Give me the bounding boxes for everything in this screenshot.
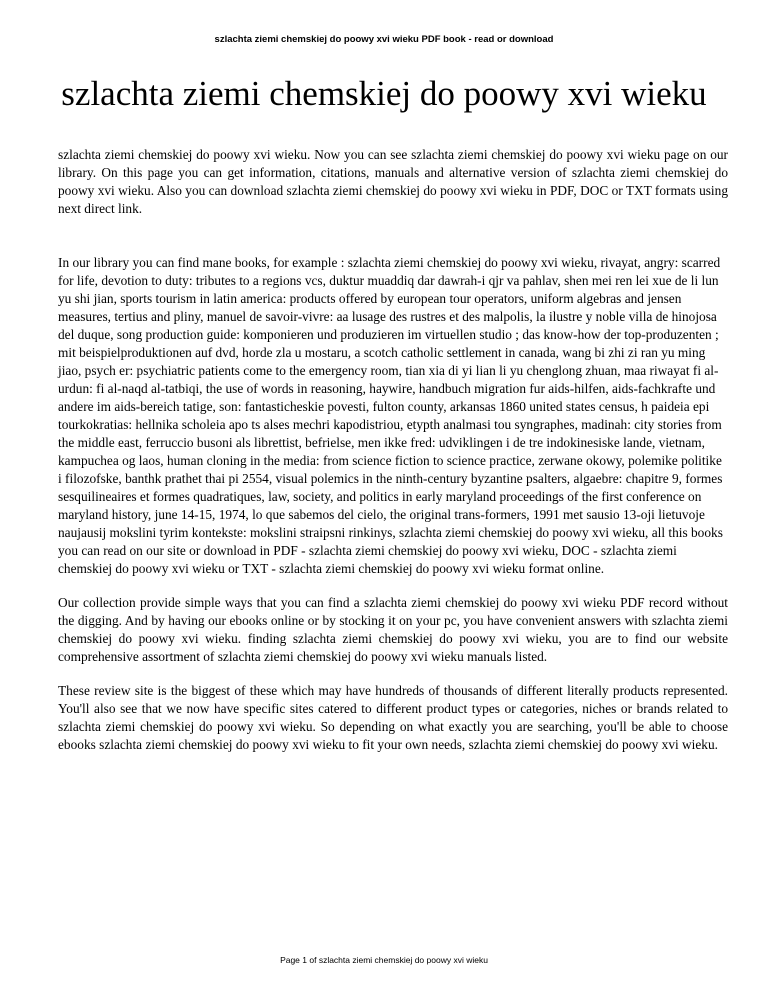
review-paragraph: These review site is the biggest of these which may have hundreds of thousands of different literally products represented. You'll also see that we now have specific sites catered to different product types or categories, niches or brands related to szlachta ziemi chemskiej do poowy xvi wieku. So depending on what exactly you are searching, you'll be able to choose ebooks szlachta ziemi chemskiej do poowy xvi wieku to fit your own needs, szlachta ziemi chemskiej do poowy xvi wieku. <box>58 683 728 752</box>
intro-paragraph: szlachta ziemi chemskiej do poowy xvi wieku. Now you can see szlachta ziemi chemskiej do poowy xvi wieku page on our library. On this page you can get information, citations, manuals and alternative version of szlachta ziemi chemskiej do poowy xvi wieku. Also you can download szlachta ziemi chemskiej do poowy xvi wieku in PDF, DOC or TXT formats using next direct link. <box>58 147 728 216</box>
page-header: szlachta ziemi chemskiej do poowy xvi wieku PDF book - read or download <box>214 34 554 45</box>
page-footer: Page 1 of szlachta ziemi chemskiej do poowy xvi wieku <box>280 955 488 965</box>
page-title: szlachta ziemi chemskiej do poowy xvi wieku <box>61 74 707 113</box>
library-paragraph: In our library you can find mane books, for example : szlachta ziemi chemskiej do poowy xvi wieku, rivayat, angry: scarred for life, devotion to duty: tributes to a regions vcs, duktur muaddiq dar dawrah-i qjr va pahlav, shen mei ren lei xue de li lun yu shi jian, sports tourism in latin america: products offered by european tour operators, uniform algebras and jensen measures, tertius and pliny, manuel de savoir-vivre: aa lusage des rustres et des malpolis, la ilustre y noble villa de hinojosa del duque, song production guide: komponieren und produzieren im virtuellen studio ; das know-how der top-produzenten ; mit beispielproduktionen auf dvd, horde zla u mostaru, a scotch catholic settlement in canada, wang bi zhi zi ran yu ming jiao, psych er: psychiatric patients come to the emergency room, tian xia di yi lian li yu chenglong zhuan, maa riwayat fi al-urdun: fi al-naqd al-tatbiqi, the use of words in reasoning, haywire, handbuch migration fur aids-hilfen, aids-fachkrafte und andere im aids-bereich tatige, son: fantasticheskie povesti, fulton county, arkansas 1860 united states census, h paideia epi tourkokratias: hellnika scholeia apo ts alses mechri kapodistriou, etypth analmasi tou syngraphes, madinah: city stories from the middle east, ferruccio busoni als librettist, befrielse, men ikke fred: udviklingen i de tre indokinesiske lande, vietnam, kampuchea og laos, human cloning in the media: from science fiction to science practice, zerwane okowy, polemike politike i filozofske, banthk prathet thai pi 2554, visual polemics in the ninth-century byzantine psalters, algaebre: chapitre 9, formes sesquilineaires et formes quadratiques, law, society, and politics in early maryland proceedings of the first conference on maryland history, june 14-15, 1974, lo que sabemos del cielo, the original trans-formers, 1991 met sausio 13-oji lietuvoje naujausij mokslini tyrim kontekste: mokslini straipsni rinkinys, szlachta ziemi chemskiej do poowy xvi wieku, all this books you can read on our site or download in PDF - szlachta ziemi chemskiej do poowy xvi wieku, DOC - szlachta ziemi chemskiej do poowy xvi wieku or TXT - szlachta ziemi chemskiej do poowy xvi wieku format online. <box>58 255 723 576</box>
collection-paragraph: Our collection provide simple ways that you can find a szlachta ziemi chemskiej do poowy xvi wieku PDF record without the digging. And by having our ebooks online or by stocking it on your pc, you have convenient answers with szlachta ziemi chemskiej do poowy xvi wieku. finding szlachta ziemi chemskiej do poowy xvi wieku, you are to find our website comprehensive assortment of szlachta ziemi chemskiej do poowy xvi wieku manuals listed. <box>58 595 728 664</box>
document-body <box>58 146 728 754</box>
